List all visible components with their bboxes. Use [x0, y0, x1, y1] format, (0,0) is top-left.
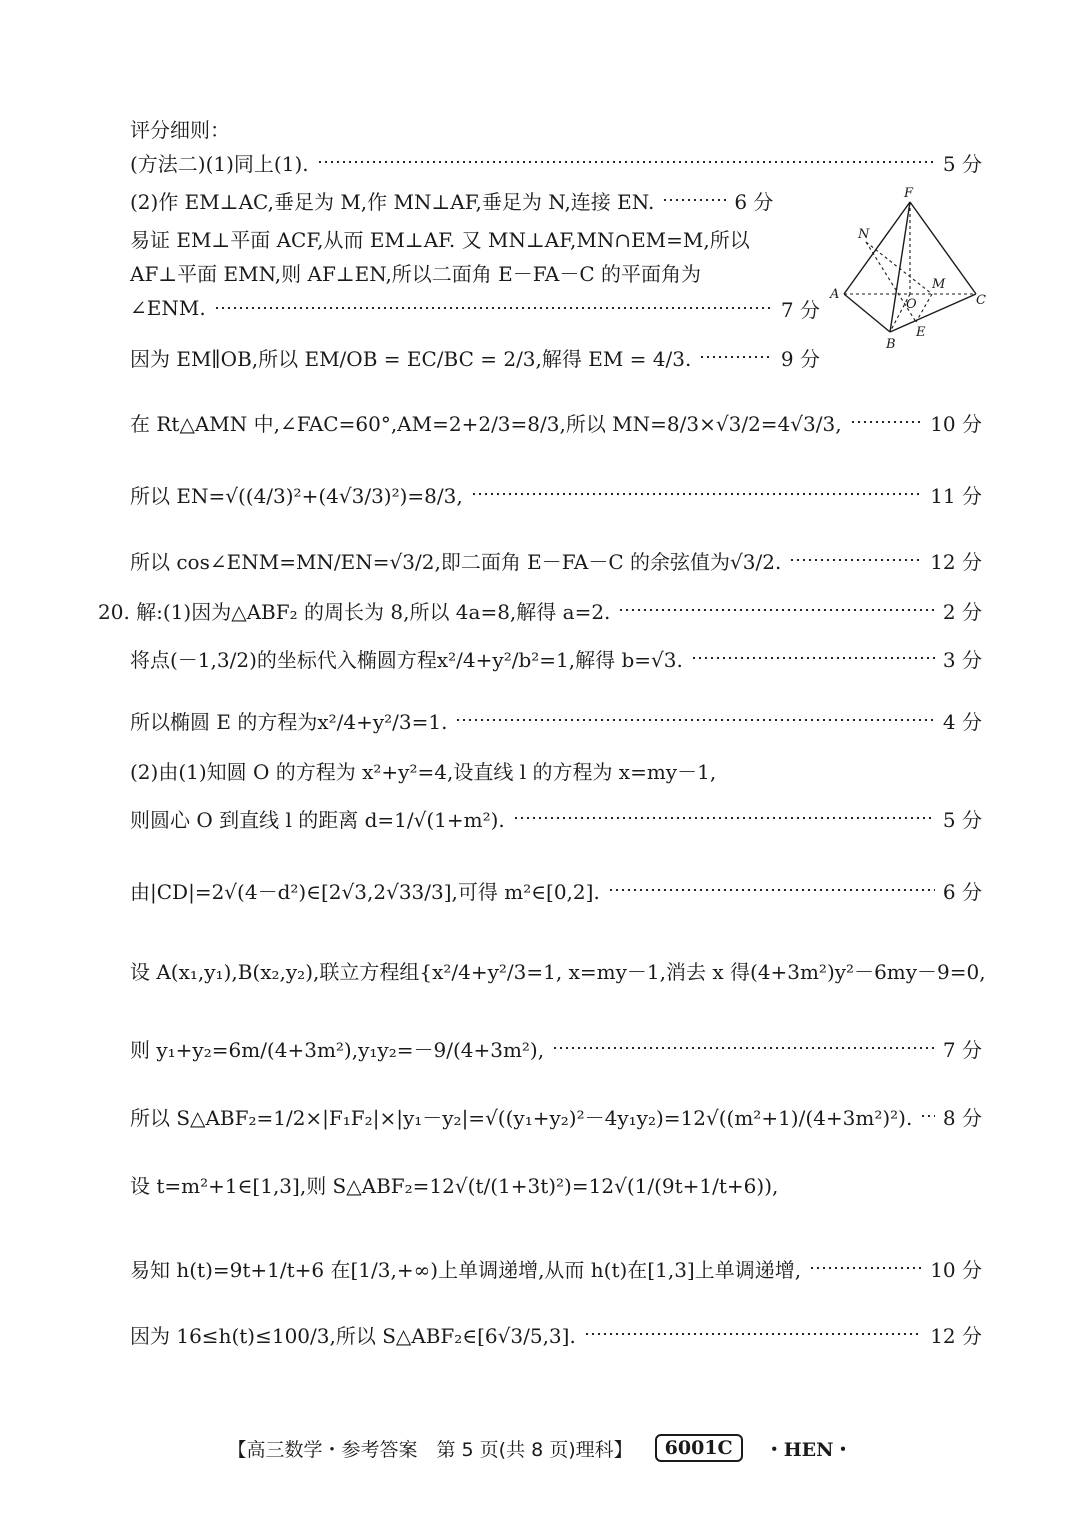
answer-line: 所以 S△ABF₂=1/2×|F₁F₂|×|y₁－y₂|=√((y₁+y₂)²－4y₁y₂)=12√((m²+1)/(4+3m²)²). 8 分	[130, 1096, 982, 1136]
answer-line: 由|CD|=2√(4－d²)∈[2√3,2√33/3],可得 m²∈[0,2]. 6 分	[130, 870, 982, 910]
answer-line: ∠ENM. 7 分	[130, 288, 820, 328]
answer-line: 易证 EM⊥平面 ACF,从而 EM⊥AF. 又 MN⊥AF,MN∩EM=M,所以	[130, 227, 750, 252]
dot-leader	[691, 657, 935, 659]
scoring-heading: 评分细则：	[130, 117, 230, 142]
answer-line: 则圆心 O 到直线 l 的距离 d=1/√(1+m²). 5 分	[130, 798, 982, 838]
label-m: M	[932, 277, 946, 292]
dot-leader	[214, 307, 773, 309]
dot-leader	[317, 161, 935, 163]
edge-ab	[844, 294, 890, 332]
answer-line: (2)由(1)知圆 O 的方程为 x²+y²=4,设直线 l 的方程为 x=my－1,	[130, 759, 717, 784]
answer-line: 设 t=m²+1∈[1,3],则 S△ABF₂=12√(t/(1+3t)²)=12√(1/(9t+1/t+6)),	[130, 1173, 779, 1198]
dot-leader	[584, 1333, 922, 1335]
dot-leader	[850, 421, 923, 423]
answer-line: 在 Rt△AMN 中,∠FAC=60°,AM=2+2/3=8/3,所以 MN=8/3×√3/2=4√3/3, 10 分	[130, 402, 982, 442]
dot-leader	[618, 609, 934, 611]
label-f: F	[904, 186, 914, 201]
score: 10 分	[930, 1257, 982, 1282]
label-b: B	[886, 337, 896, 352]
score: 2 分	[942, 599, 982, 624]
dot-leader	[608, 889, 935, 891]
dot-leader	[552, 1047, 935, 1049]
answer-line: 所以 EN=√((4/3)²+(4√3/3)²)=8/3, 11 分	[130, 474, 982, 514]
footer-title: 【高三数学・参考答案 第 5 页(共 8 页)理科】	[227, 1438, 633, 1461]
score: 11 分	[930, 483, 982, 508]
edge-bc	[890, 294, 976, 332]
label-c: C	[976, 293, 986, 308]
answer-line: 20. 解:(1)因为△ABF₂ 的周长为 8,所以 4a=8,解得 a=2. 2 分	[98, 590, 982, 630]
dot-leader	[699, 356, 773, 358]
region-code: ・HEN・	[764, 1438, 853, 1461]
label-o: O	[906, 297, 917, 312]
score: 6 分	[942, 879, 982, 904]
paper-code: 6001C	[655, 1434, 743, 1462]
answer-line: 因为 16≤h(t)≤100/3,所以 S△ABF₂∈[6√3/5,3]. 12 分	[130, 1314, 982, 1354]
score: 7 分	[780, 297, 820, 322]
answer-line: (方法二)(1)同上(1). 5 分	[130, 142, 982, 182]
score: 12 分	[930, 1323, 982, 1348]
score: 9 分	[780, 346, 820, 371]
score: 10 分	[930, 411, 982, 436]
dot-leader	[920, 1115, 935, 1117]
answer-line: 所以 cos∠ENM=MN/EN=√3/2,即二面角 E－FA－C 的余弦值为√3/2. 12 分	[130, 540, 982, 580]
answer-line: AF⊥平面 EMN,则 AF⊥EN,所以二面角 E－FA－C 的平面角为	[130, 261, 702, 286]
label-n: N	[858, 227, 870, 242]
answer-line: (2)作 EM⊥AC,垂足为 M,作 MN⊥AF,垂足为 N,连接 EN. 6 分	[130, 180, 820, 220]
edge-fb	[890, 202, 910, 332]
score: 12 分	[930, 549, 982, 574]
answer-line: 则 y₁+y₂=6m/(4+3m²),y₁y₂=－9/(4+3m²), 7 分	[130, 1028, 982, 1068]
label-e: E	[916, 325, 926, 340]
answer-line: 设 A(x₁,y₁),B(x₂,y₂),联立方程组{x²/4+y²/3=1, x=my－1,消去 x 得(4+3m²)y²－6my－9=0,	[130, 959, 986, 984]
score: 5 分	[942, 151, 982, 176]
score: 8 分	[942, 1105, 982, 1130]
segment-me	[916, 294, 932, 322]
page-footer	[0, 1428, 1080, 1468]
score: 5 分	[942, 807, 982, 832]
dot-leader	[513, 817, 935, 819]
dot-leader	[789, 559, 922, 561]
dot-leader	[662, 199, 726, 201]
answer-line: 将点(－1,3/2)的坐标代入椭圆方程x²/4+y²/b²=1,解得 b=√3. 3 分	[130, 638, 982, 678]
pyramid-figure	[828, 184, 988, 356]
dot-leader	[471, 493, 922, 495]
dot-leader	[809, 1267, 922, 1269]
edge-fa	[844, 202, 910, 294]
answer-line: 所以椭圆 E 的方程为x²/4+y²/3=1. 4 分	[130, 700, 982, 740]
dot-leader	[455, 719, 934, 721]
label-a: A	[830, 287, 840, 302]
score: 3 分	[942, 647, 982, 672]
segment-nm	[866, 242, 932, 294]
score: 4 分	[942, 709, 982, 734]
answer-line: 易知 h(t)=9t+1/t+6 在[1/3,+∞)上单调递增,从而 h(t)在[1,3]上单调递增, 10 分	[130, 1248, 982, 1288]
score: 7 分	[942, 1037, 982, 1062]
score: 6 分	[734, 189, 774, 214]
answer-line: 因为 EM∥OB,所以 EM/OB = EC/BC = 2/3,解得 EM = 4/3. 9 分	[130, 337, 820, 377]
